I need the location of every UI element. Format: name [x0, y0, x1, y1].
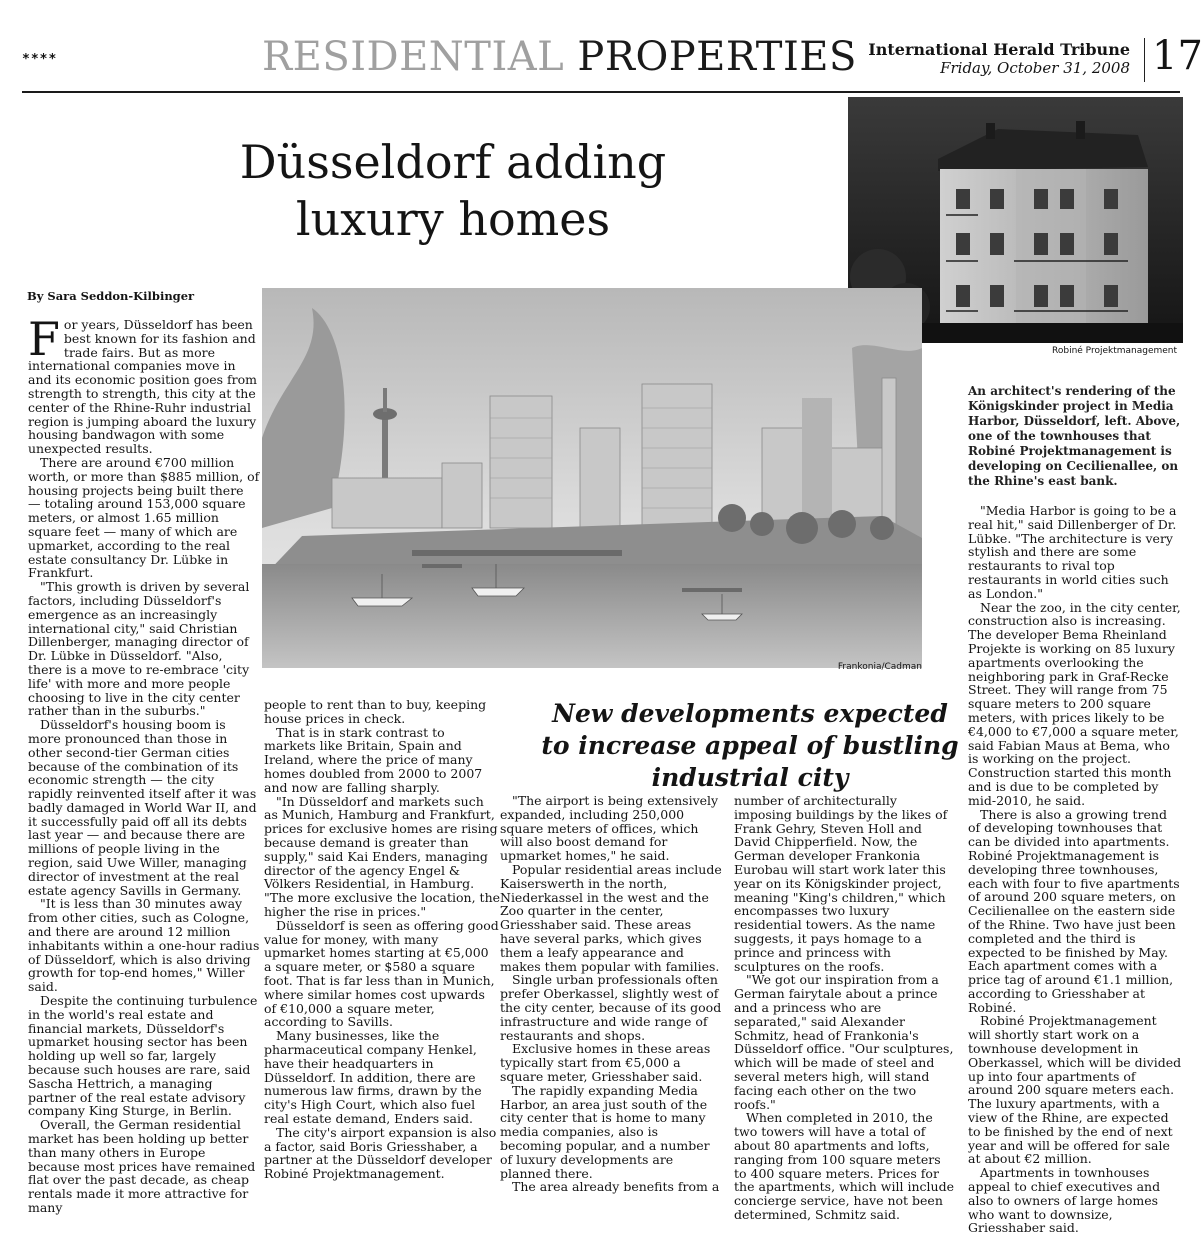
article-column-2 [264, 697, 501, 1182]
paragraph: "In Düsseldorf and markets such as Munich, Hamburg and Frankfurt, prices for exclusive homes are rising because demand is greater than supply," said Kai Enders, managing director of the agency Engel & Völkers Residential, in Hamburg. "The more exclusive the location, the higher the rise in prices." [264, 793, 501, 919]
paragraph [28, 312, 260, 457]
paragraph: Overall, the German residential market has been holding up better than many others in Europe because most prices have remained flat over the past decade, as cheap rentals made it more attractive for many [28, 1117, 256, 1215]
paragraph: Robiné Projektmanagement will shortly start work on a townhouse development in Oberkassel, which will be divided up into four apartments of around 200 square meters each. The luxury apartments, with a view of the Rhine, are expected to be finished by the end of next year and will be offered for sale at about €2 million. [968, 1013, 1182, 1167]
paragraph: Despite the continuing turbulence in the world's real estate and financial markets, Düsseldorf's upmarket housing sector has been holding up well so far, largely because such houses are rare, said Sascha Hettrich, a managing partner of the real estate advisory company King Sturge, in Berlin. [28, 993, 258, 1119]
section-title-part1: RESIDENTIAL [262, 34, 565, 80]
paragraph: "The airport is being extensively expanded, including 250,000 square meters of offices, which will also boost demand for upmarket homes," he said. [500, 793, 719, 864]
section-title-part2: PROPERTIES [564, 34, 857, 80]
paragraph: Popular residential areas include Kaiserswerth in the north, Niederkassel in the west and the Zoo quarter in the center, Griesshaber said. These areas have several parks, which gives them a leafy appearance and makes them popular with families. [500, 861, 722, 974]
byline: By Sara Seddon-Kilbinger [27, 289, 195, 303]
media-harbor-rendering [262, 288, 922, 668]
article-column-4 [734, 793, 956, 1222]
section-ornament: **** [22, 52, 58, 67]
paragraph: people to rent than to buy, keeping house prices in check. [264, 697, 487, 726]
paragraph: number of architecturally imposing buildings by the likes of Frank Gehry, Steven Holl and David Chipperfield. Now, the German developer Frankonia Eurobau will start work later this year on its Königskinder project, meaning "King's children," which encompasses two luxury residential towers. As the name suggests, it pays homage to a prince and princess with sculptures on the roofs. [734, 793, 948, 974]
article-subhead: New developments expected to increase appeal of bustling industrial city [541, 699, 959, 792]
paragraph: The area already benefits from a [512, 1179, 720, 1195]
article-column-5 [968, 503, 1182, 1235]
newspaper-info [868, 40, 1130, 78]
paragraph: There are around €700 million worth, or more than $885 million, of housing projects being built there — totaling around 153,000 square meters, or almost 1.65 million square feet — many of which are upmarket, according to the real estate consultancy Dr. Lübke in Frankfurt. [28, 454, 260, 581]
publication-date: Friday, October 31, 2008 [940, 59, 1130, 77]
paragraph: The rapidly expanding Media Harbor, an area just south of the city center that is home to many media companies, also is becoming popular, and a number of luxury developments are planned there. [500, 1082, 710, 1181]
paragraph: Apartments in townhouses appeal to chief executives and also to owners of large homes who want to downsize, Griesshaber said. [968, 1165, 1161, 1235]
paragraph: Düsseldorf's housing boom is more pronounced than those in other second-tier German cities because of the combination of its economic strength — the city rapidly reinvented itself after it was badly damaged in World War II, and it successfully paid off all its debts last year — and because there are millions of people living in the region, said Uwe Willer, managing director of investment at the real estate agency Savills in Germany. [28, 717, 257, 898]
paragraph: That is in stark contrast to markets like Britain, Spain and Ireland, where the price of many homes doubled from 2000 to 2007 and now are falling sharply. [264, 724, 483, 795]
article-column-3 [500, 793, 722, 1195]
photo-credit-main: Frankonia/Cadman [837, 662, 922, 672]
paragraph: "This growth is driven by several factors, including Düsseldorf's emergence as an increasingly international city," said Christian Dillenberger, managing director of Dr. Lübke in Düsseldorf. "Also, there is a move to re-embrace 'city life' with more and more people choosing to live in the city center rather than in the suburbs." [28, 579, 250, 719]
article-column-1 [28, 312, 260, 1215]
article-headline: Düsseldorf adding luxury homes [239, 135, 667, 246]
paragraph: When completed in 2010, the two towers will have a total of about 80 apartments and lofts, ranging from 100 square meters to 400 square meters. Prices for the apartments, which will include concierge service, have not been determined, Schmitz said. [734, 1110, 954, 1222]
paragraph: There is also a growing trend of developing townhouses that can be divided into apartments. Robiné Projektmanagement is developing three townhouses, each with four to five apartments of around 200 square meters, on Cecilienallee on the eastern side of the Rhine. Two have just been completed and the third is expected to be finished by May. Each apartment comes with a price tag of around €1.1 million, according to Griesshaber at Robiné. [968, 806, 1180, 1015]
paragraph: Many businesses, like the pharmaceutical company Henkel, have their headquarters in Düsseldorf. In addition, there are numerous law firms, drawn by the city's High Court, which also fuel real estate demand, Enders said. [264, 1028, 482, 1126]
paragraph: The city's airport expansion is also a factor, said Boris Griesshaber, a partner at the Düsseldorf developer Robiné Projektmanagement. [264, 1124, 497, 1182]
header-rule [22, 91, 1180, 93]
paragraph: "We got our inspiration from a German fairytale about a prince and a princess who are separated," said Alexander Schmitz, head of Frankonia's Düsseldorf office. "Our sculptures, which will be made of steel and several meters high, will stand facing each other on the two roofs." [734, 972, 954, 1112]
harbor-illustration [262, 288, 922, 668]
paragraph: Düsseldorf is seen as offering good value for money, with many upmarket homes starting at €5,000 a square meter, or $580 a square foot. That is far less than in Munich, where similar homes cost upwards of €10,000 a square meter, according to Savills. [264, 917, 499, 1030]
newspaper-name: International Herald Tribune [868, 40, 1130, 59]
paragraph: "Media Harbor is going to be a real hit," said Dillenberger of Dr. Lübke. "The architecture is very stylish and there are some restaurants to rival top restaurants in world cities such as London." [968, 503, 1177, 601]
paragraph: Single urban professionals often prefer Oberkassel, slightly west of the city center, because of its good infrastructure and wide range of restaurants and shops. [500, 972, 722, 1043]
page-number: 17 [1152, 33, 1203, 79]
paragraph: Near the zoo, in the city center, construction also is increasing. The developer Bema Rheinland Projekte is working on 85 luxury apartments overlooking the neighboring park in Graf-Recke Street. They will range from 75 square meters to 200 square meters, with prices likely to be €4,000 to €7,000 a square meter, said Fabian Maus at Bema, who is working on the project. Construction started this month and is due to be completed by mid-2010, he said. [968, 599, 1181, 808]
photo-credit-top: Robiné Projektmanagement [1052, 346, 1178, 356]
drop-cap: F [28, 312, 60, 366]
paragraph: Exclusive homes in these areas typically start from €5,000 a square meter, Griesshaber said. [500, 1041, 711, 1084]
paragraph: "It is less than 30 minutes away from other cities, such as Cologne, and there are around 12 million inhabitants within a one-hour radius of Düsseldorf, which is also driving growth for top-end homes," Willer said. [28, 896, 260, 995]
section-title [262, 34, 857, 80]
photo-caption: An architect's rendering of the Königskinder project in Media Harbor, Düsseldorf, left. Above, one of the townhouses that Robiné Projektmanagement is developing on Cecilienallee, on the Rhine's east bank. [968, 384, 1181, 488]
paragraph-text: or years, Düsseldorf has been best known for its fashion and trade fairs. But as more international companies move in and its economic position goes from strength to strength, this city at the center of the Rhine-Ruhr industrial region is jumping aboard the luxury housing bandwagon with some unexpected results. [28, 317, 258, 457]
masthead-divider [1144, 38, 1145, 82]
